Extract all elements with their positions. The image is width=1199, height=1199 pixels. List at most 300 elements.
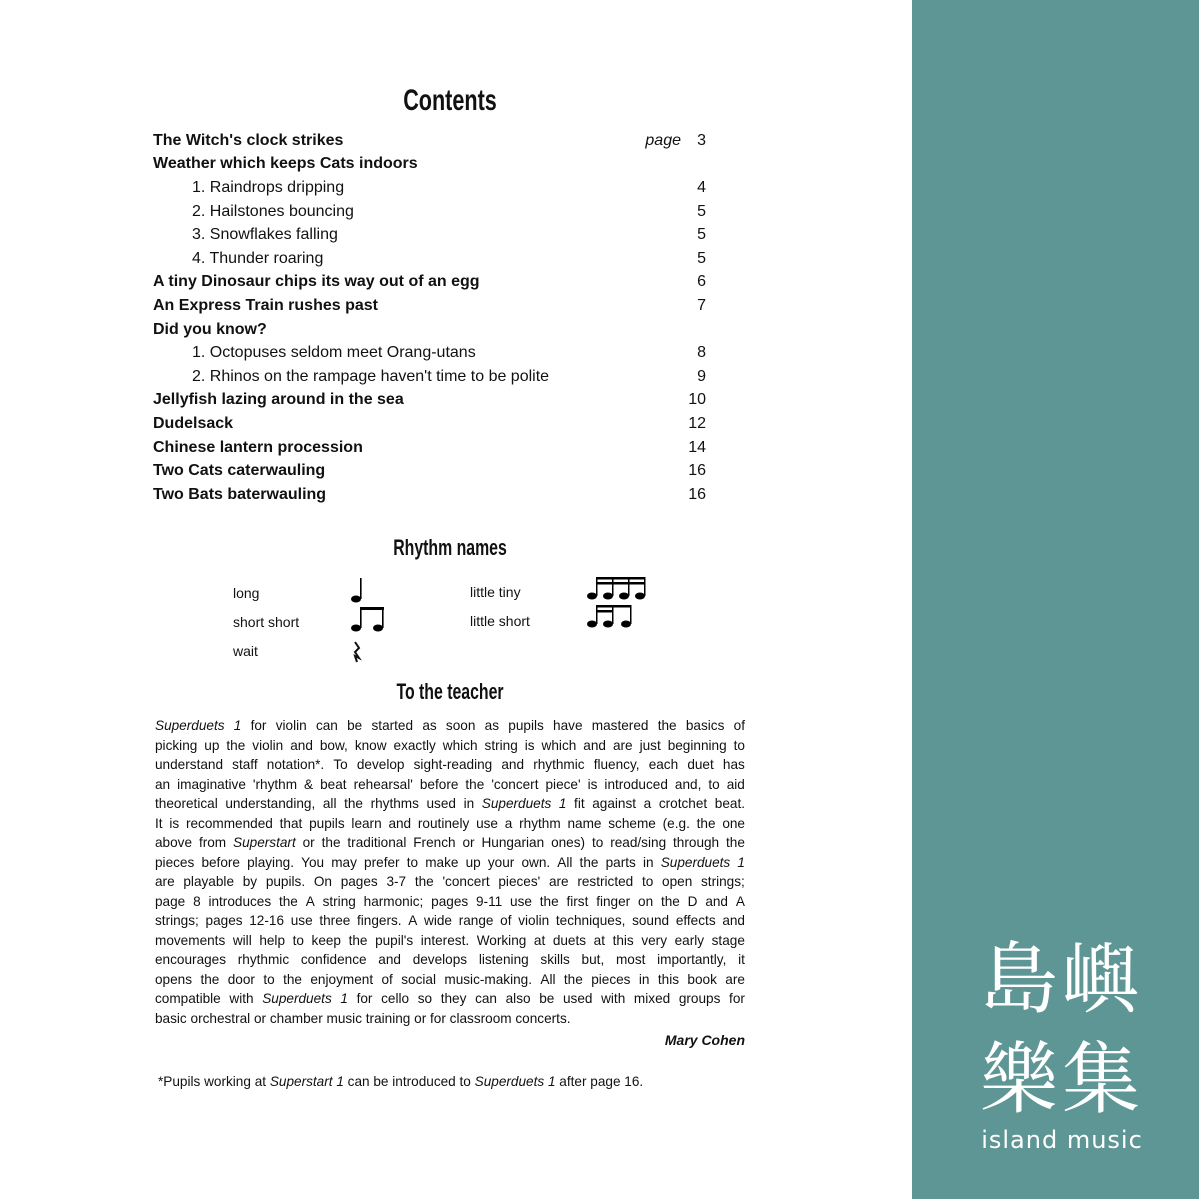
text-word: finger <box>596 893 631 909</box>
text-word: 1 <box>558 796 567 811</box>
text-word: be <box>347 718 363 733</box>
text-word: beat. <box>714 796 745 811</box>
text-word: one <box>722 815 745 831</box>
text-word: from <box>198 835 227 850</box>
text-word: range <box>458 913 494 928</box>
text-word: use <box>510 893 532 909</box>
text-word: listening <box>478 952 529 967</box>
text-word: rhythm <box>519 815 561 831</box>
toc-entry-page: 12 <box>688 414 706 432</box>
toc-entry <box>153 389 713 413</box>
text-word: or <box>302 835 315 850</box>
text-word: page <box>155 893 186 909</box>
toc-entry <box>153 129 713 153</box>
text-word: 8 <box>193 893 201 909</box>
text-word: the <box>278 893 298 909</box>
text-word: pieces <box>155 854 195 870</box>
text-word: at <box>593 932 605 948</box>
text-word: keep <box>311 932 341 948</box>
text-word: in <box>642 854 654 870</box>
text-word: the <box>465 776 485 792</box>
text-word: Superduets <box>481 796 552 811</box>
text-word: are <box>725 971 745 987</box>
text-word: and <box>378 952 401 967</box>
text-word: basic orchestral or chamber music training or for classroom concerts. <box>155 1010 571 1026</box>
text-word: picking <box>155 737 198 753</box>
toc-entry <box>153 294 713 318</box>
toc-entry <box>153 483 713 507</box>
text-word: duet <box>687 757 714 772</box>
text-word: crotchet <box>658 796 708 811</box>
text-word: & <box>304 776 314 792</box>
text-word: introduces <box>208 893 272 909</box>
toc-entry-title: The Witch's clock strikes <box>153 131 344 149</box>
text-word: which <box>541 737 577 753</box>
text-word: Working <box>476 932 527 948</box>
text-word: started <box>371 718 414 733</box>
text-word: used <box>426 796 456 811</box>
text-word: parts <box>605 854 636 870</box>
text-word: read/sing <box>610 835 667 850</box>
text-word: 1 <box>340 991 348 1006</box>
text-word: to <box>292 932 304 948</box>
toc-entry-title: A tiny Dinosaur chips its way out of an egg <box>153 273 480 291</box>
text-word: at <box>533 932 546 948</box>
text-word: A <box>735 893 745 909</box>
text-word: this <box>612 932 634 948</box>
toc-entry <box>153 223 713 247</box>
text-word: for <box>250 718 267 733</box>
text-word: 3-7 <box>386 874 407 889</box>
text-word: imaginative <box>177 776 246 792</box>
text-word: pupils <box>309 815 345 831</box>
text-word: after page 16. <box>555 1074 644 1089</box>
text-word: the <box>226 737 246 753</box>
text-word: sight-reading <box>413 757 493 772</box>
toc-entry-title: Chinese lantern procession <box>153 438 363 456</box>
text-word: cello <box>381 991 410 1006</box>
paragraph-line <box>155 892 745 912</box>
toc-entry-title: 2. Hailstones bouncing <box>192 202 354 220</box>
toc-entry-title: Two Bats baterwauling <box>153 485 327 503</box>
text-word: very <box>641 932 667 948</box>
text-word: understanding, <box>225 796 316 811</box>
text-word: with <box>601 991 626 1006</box>
text-word: door <box>227 971 255 987</box>
page-label: page <box>645 131 681 149</box>
text-word: and <box>501 757 525 772</box>
text-word: movements <box>155 932 226 948</box>
text-word: Superstart <box>233 835 296 850</box>
text-word: that <box>279 815 303 831</box>
text-word: to <box>708 776 720 792</box>
text-word: 'rhythm <box>252 776 298 792</box>
toc-entry-page: 3 <box>697 131 706 149</box>
text-word: string <box>484 737 518 753</box>
text-word: the <box>563 971 583 987</box>
text-word: Superduets <box>262 991 332 1006</box>
text-word: learn <box>351 815 382 831</box>
text-word: first <box>566 893 589 909</box>
text-word: Superstart 1 <box>269 1074 344 1089</box>
toc-entry <box>153 271 713 295</box>
text-word: 1 <box>737 854 745 870</box>
toc-entry <box>153 318 713 342</box>
brand-sidebar <box>912 0 1199 1199</box>
text-word: to <box>591 835 604 850</box>
text-word: the <box>321 835 341 850</box>
rhythm-long-label: long <box>233 585 260 601</box>
text-word: the <box>200 971 220 987</box>
toc-entry-title: Two Cats caterwauling <box>153 462 326 480</box>
text-word: encourages <box>155 952 227 967</box>
text-word: compatible <box>155 991 221 1006</box>
text-word: they <box>440 991 467 1006</box>
text-word: fluency, <box>593 757 640 772</box>
paragraph-line <box>155 716 745 736</box>
teacher-paragraph <box>155 716 745 1028</box>
text-word: staff <box>232 757 258 772</box>
text-word: as <box>484 718 500 733</box>
text-word: ones) <box>551 835 586 850</box>
text-word: the <box>348 932 368 948</box>
text-word: make <box>425 854 459 870</box>
text-word: is <box>524 737 535 753</box>
rhythm-little-tiny-label: little tiny <box>470 584 521 600</box>
text-word: has <box>722 757 745 772</box>
text-word: for <box>729 991 745 1006</box>
toc-entry-page: 6 <box>697 273 706 291</box>
toc-entry <box>153 153 713 177</box>
text-word: use <box>476 815 498 831</box>
text-word: interest. <box>420 932 470 948</box>
text-word: to <box>733 737 745 753</box>
rhythm-short-short-label: short short <box>233 614 300 630</box>
text-word: beat <box>320 776 347 792</box>
text-word: bow, <box>319 737 348 753</box>
text-word: Superduets <box>660 854 731 870</box>
toc-entry <box>153 365 713 389</box>
text-word: by <box>242 874 258 889</box>
text-word: groups <box>678 991 721 1006</box>
text-word: mastered <box>591 718 649 733</box>
to-the-teacher-heading: To the teacher <box>396 679 504 704</box>
text-word: used <box>562 991 593 1006</box>
text-word: are <box>548 874 569 889</box>
toc-entry <box>153 459 713 483</box>
toc-entry <box>153 412 713 436</box>
text-word: All <box>557 854 573 870</box>
toc-entry-page: 4 <box>697 178 706 196</box>
toc-entry-title: 2. Rhinos on the rampage haven't time to be polite <box>192 367 550 385</box>
rhythm-notes-icon <box>350 576 390 666</box>
paragraph-line <box>155 1009 745 1029</box>
text-word: rhythmic <box>533 757 585 772</box>
text-word: and <box>583 737 606 753</box>
rhythm-names-heading: Rhythm names <box>393 535 507 560</box>
text-word: be <box>539 991 555 1006</box>
text-word: social <box>401 971 436 987</box>
toc-entry-page: 16 <box>688 462 706 480</box>
text-word: and <box>388 815 412 831</box>
text-word: pieces' <box>498 874 541 889</box>
text-word: help <box>259 932 286 948</box>
text-word: can be introduced to <box>343 1074 475 1089</box>
text-word: 9-11 <box>476 893 503 909</box>
text-word: up <box>204 737 220 753</box>
text-word: You <box>301 854 325 870</box>
toc-entry-title: 1. Octopuses seldom meet Orang-utans <box>192 344 476 362</box>
text-word: can <box>475 991 497 1006</box>
text-word: traditional <box>347 835 407 850</box>
text-word: most <box>615 952 646 967</box>
text-word: use <box>290 913 313 928</box>
text-word: music-making. <box>444 971 532 987</box>
text-word: To <box>333 757 348 772</box>
text-word: introduced <box>604 776 668 792</box>
text-word: wide <box>424 913 452 928</box>
text-word: and <box>705 893 728 909</box>
toc-entry-page: 9 <box>697 367 706 385</box>
toc-entry-page: 5 <box>697 202 706 220</box>
text-word: skills <box>540 952 570 967</box>
text-word: rhythmic <box>237 952 290 967</box>
text-word: A <box>408 913 418 928</box>
text-word: piece' <box>545 776 581 792</box>
toc-entry-page: 5 <box>697 226 706 244</box>
text-word: violin <box>275 718 307 733</box>
text-word: of <box>733 718 745 733</box>
text-word: harmonic; <box>363 893 424 909</box>
text-word: Superduets <box>155 718 225 733</box>
text-word: the <box>726 835 745 850</box>
text-word: and <box>722 913 745 928</box>
text-word: opens <box>155 971 193 987</box>
text-word: playing. <box>247 854 294 870</box>
text-word: recommended <box>185 815 273 831</box>
text-word: a <box>504 815 513 831</box>
text-word: 'concert <box>491 776 539 792</box>
toc-entry <box>153 436 713 460</box>
text-word: techniques, <box>555 913 626 928</box>
paragraph-line <box>155 931 745 951</box>
quaver-pair-icon <box>351 607 384 632</box>
semiquavers-quaver-icon <box>587 605 632 628</box>
text-word: so <box>417 991 433 1006</box>
paragraph-line <box>155 775 745 795</box>
text-word: book <box>687 971 717 987</box>
text-word: each <box>648 757 679 772</box>
text-word: pages <box>431 893 469 909</box>
text-word: develops <box>412 952 468 967</box>
text-word: against <box>592 796 637 811</box>
text-word: can <box>315 718 338 733</box>
text-word: sound <box>632 913 670 928</box>
text-word: pupil's <box>375 932 414 948</box>
crotchet-rest-icon <box>355 642 359 662</box>
text-word: three <box>319 913 351 928</box>
text-word: A <box>305 893 315 909</box>
toc-entry-title: 4. Thunder roaring <box>192 249 324 267</box>
table-of-contents <box>153 129 713 507</box>
logo-cjk-text: 島嶼樂集 <box>979 935 1144 1125</box>
text-word: and, <box>674 776 702 792</box>
text-word: own. <box>521 854 551 870</box>
text-word: strings; <box>701 874 745 889</box>
paragraph-line <box>155 794 745 814</box>
paragraph-line <box>155 950 745 970</box>
paragraph-line <box>155 755 745 775</box>
text-word: the <box>579 854 599 870</box>
crotchet-icon <box>351 578 362 603</box>
text-word: on <box>638 893 654 909</box>
text-word: string <box>322 893 356 909</box>
text-word: On <box>313 874 332 889</box>
footnote <box>158 1074 643 1089</box>
text-word: pieces <box>591 971 631 987</box>
text-word: it <box>738 952 745 967</box>
text-word: which <box>442 737 478 753</box>
paragraph-line <box>155 833 745 853</box>
paragraph-line <box>155 736 745 756</box>
text-word: through <box>673 835 720 850</box>
text-word: the <box>344 796 363 811</box>
text-word: exactly <box>393 737 436 753</box>
text-word: pages <box>205 913 243 928</box>
toc-entry-title: Dudelsack <box>153 414 234 432</box>
toc-entry <box>153 176 713 200</box>
text-word: with <box>229 991 254 1006</box>
text-word: importantly, <box>657 952 727 967</box>
text-word: soon <box>445 718 476 733</box>
text-word: playable <box>183 874 235 889</box>
text-word: of <box>500 913 512 928</box>
text-word: 12-16 <box>249 913 285 928</box>
text-word: or <box>462 835 475 850</box>
text-word: the <box>414 874 434 889</box>
text-word: violin <box>252 737 284 753</box>
text-word: may <box>331 854 357 870</box>
text-word: Hungarian <box>481 835 545 850</box>
text-word: violin <box>518 913 550 928</box>
toc-entry-title: Did you know? <box>153 320 267 338</box>
toc-entry-title: Jellyfish lazing around in the sea <box>153 391 404 409</box>
paragraph-line <box>155 911 745 931</box>
toc-entry-page: 7 <box>697 296 706 314</box>
text-word: your <box>487 854 515 870</box>
paragraph-line <box>155 853 745 873</box>
text-word: notation*. <box>266 757 325 772</box>
text-word: the <box>283 971 302 987</box>
text-word: stage <box>711 932 745 948</box>
toc-entry-title: An Express Train rushes past <box>153 296 378 314</box>
text-word: rhythms <box>370 796 419 811</box>
text-word: will <box>232 932 252 948</box>
text-word: the <box>696 815 716 831</box>
text-word: pages <box>340 874 378 889</box>
text-word: as <box>422 718 437 733</box>
text-word: (e.g. <box>662 815 690 831</box>
logo-english-text: island music <box>981 1126 1143 1154</box>
toc-entry-page: 10 <box>688 391 706 409</box>
text-word: scheme <box>608 815 656 831</box>
toc-entry-title: 1. Raindrops dripping <box>192 178 345 196</box>
text-word: routinely <box>417 815 470 831</box>
text-word: all <box>322 796 337 811</box>
text-word: D <box>687 893 698 909</box>
text-word: French <box>413 835 456 850</box>
text-word: also <box>505 991 531 1006</box>
text-word: have <box>553 718 583 733</box>
text-word: develop <box>356 757 405 772</box>
text-word: before <box>201 854 240 870</box>
text-word: an <box>155 776 171 792</box>
text-word: confidence <box>300 952 367 967</box>
rhythm-little-short-label: little short <box>470 613 530 629</box>
text-word: aid <box>726 776 745 792</box>
rhythm-wait-label: wait <box>233 643 258 659</box>
text-word: Superduets 1 <box>474 1074 556 1089</box>
text-word: 1 <box>233 718 242 733</box>
text-word: and <box>290 737 313 753</box>
text-word: a <box>643 796 652 811</box>
text-word: fit <box>574 796 585 811</box>
text-word: the <box>660 893 680 909</box>
text-word: the <box>539 893 559 909</box>
toc-entry-page: 5 <box>697 249 706 267</box>
text-word: theoretical <box>155 796 218 811</box>
text-word: beginning <box>667 737 727 753</box>
text-word: to <box>263 971 275 987</box>
text-word: in <box>638 971 650 987</box>
text-word: pupils <box>508 718 544 733</box>
text-word: pupils. <box>265 874 306 889</box>
island-music-logo <box>967 930 1157 1154</box>
toc-entry-page: 16 <box>688 485 706 503</box>
rhythm-semiquavers-icon <box>586 574 656 638</box>
paragraph-line <box>155 872 745 892</box>
text-word: effects <box>675 913 716 928</box>
text-word: name <box>567 815 602 831</box>
four-semiquavers-icon <box>587 577 646 600</box>
text-word: mixed <box>633 991 671 1006</box>
text-word: enjoyment <box>310 971 374 987</box>
paragraph-line <box>155 814 745 834</box>
text-word: All <box>540 971 556 987</box>
text-word: It <box>155 815 163 831</box>
toc-entry-page: 14 <box>688 438 706 456</box>
text-word: is <box>587 776 598 792</box>
toc-entry-title: 3. Snowflakes falling <box>192 226 338 244</box>
text-word: up <box>465 854 481 870</box>
toc-entry <box>153 341 713 365</box>
text-word: above <box>155 835 193 850</box>
text-word: just <box>639 737 661 753</box>
text-word: is <box>169 815 180 831</box>
text-word: to <box>406 854 419 870</box>
text-word: are <box>612 737 633 753</box>
author-signature: Mary Cohen <box>664 1032 745 1048</box>
text-word: understand <box>155 757 224 772</box>
toc-entry-title: Weather which keeps Cats indoors <box>153 155 418 173</box>
text-word: are <box>155 874 175 889</box>
text-word: restricted <box>577 874 634 889</box>
text-word: the <box>657 718 677 733</box>
text-word: duets <box>552 932 587 948</box>
text-word: 'concert <box>442 874 490 889</box>
text-word: of <box>381 971 393 987</box>
toc-entry-page: 8 <box>697 344 706 362</box>
